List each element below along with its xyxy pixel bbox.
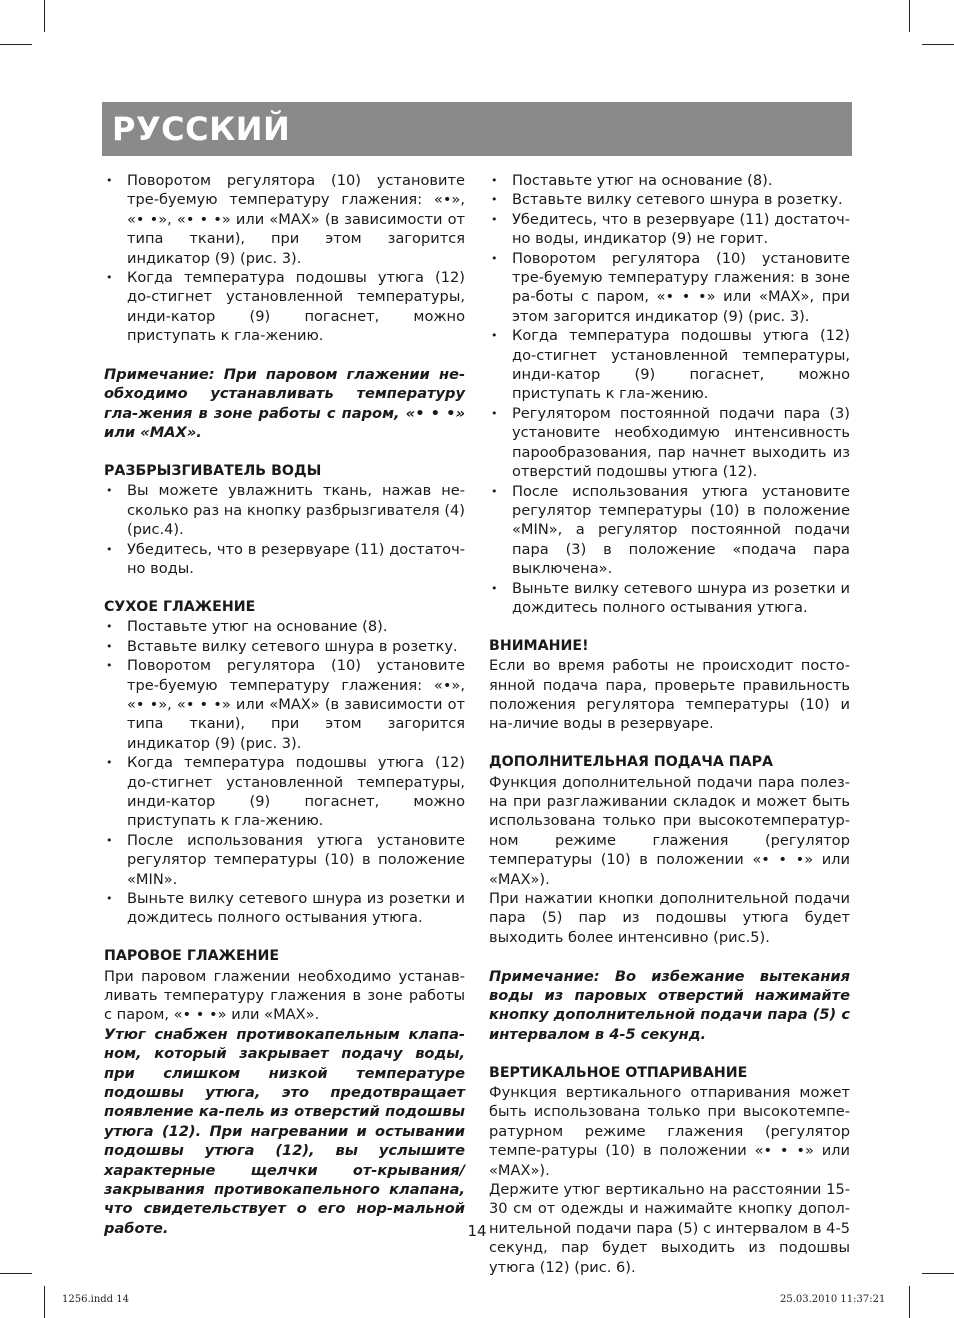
dry-ironing-list (104, 617, 465, 928)
right-column (489, 171, 850, 1277)
list-item: • Поставьте утюг на основание (8). (104, 617, 465, 636)
list-item: • После использования утюга установите регулятор температуры (10) в положение «MIN», а регулятор постоянной подачи пара (3) в положение «подача пара выключена». (489, 482, 850, 579)
note: Примечание: При паровом глажении не-обходимо устанавливать температуру гла-жения в зоне работы с паром, «• • •» или «MAX». (104, 366, 465, 442)
crop-mark (44, 0, 45, 32)
list-item: • Поворотом регулятора (10) установите тре-буемую температуру глажения: «•», «• •», «• • •» или «MAX» (в зависимости от типа ткани), при этом загорится индикатор (9) (рис. 3). (104, 656, 465, 753)
paragraph: Функция вертикального отпаривания может быть использована только при высокотемпе-ратурном режиме глажения (регулятор темпе-ратуры (10) в положении «• • •» или «MAX»). (489, 1084, 850, 1179)
section-heading-extra-steam: ДОПОЛНИТЕЛЬНАЯ ПОДАЧА ПАРА (489, 754, 774, 771)
crop-mark (922, 1273, 954, 1274)
crop-mark (0, 44, 32, 45)
list-item: • Выньте вилку сетевого шнура из розетки и дождитесь полного остывания утюга. (489, 579, 850, 618)
list-item: • Поставьте утюг на основание (8). (489, 171, 850, 190)
list-item: • После использования утюга установите регулятор температуры (10) в положение «MIN». (104, 831, 465, 889)
footer-datetime: 25.03.2010 11:37:21 (780, 1294, 886, 1305)
list-item: • Убедитесь, что в резервуаре (11) достаточ-но воды. (104, 540, 465, 579)
left-column (104, 171, 465, 1238)
list-item: • Вставьте вилку сетевого шнура в розетку. (104, 637, 465, 656)
crop-mark (909, 0, 910, 32)
list-item: • Убедитесь, что в резервуаре (11) достаточ-но воды, индикатор (9) не горит. (489, 210, 850, 249)
crop-mark (44, 1286, 45, 1318)
list-item: • Вставьте вилку сетевого шнура в розетку. (489, 190, 850, 209)
list-item: • Регулятором постоянной подачи пара (3) установите необходимую интенсивность парообразования, пар начнет выходить из отверстий подошвы утюга (12). (489, 404, 850, 482)
paragraph: Если во время работы не происходит посто-янной подача пара, проверьте правильность положения регулятора температуры (10) и на-личие воды в резервуаре. (489, 657, 850, 733)
section-heading-attention: ВНИМАНИЕ! (489, 637, 589, 654)
paragraph: Функция дополнительной подачи пара полез-на при разглаживании складок и может быть использована только при высокотемператур-ном режиме глажения (регулятор температуры (10) в положении «• • •» или «MAX»). (489, 773, 850, 888)
footer-filename: 1256.indd 14 (62, 1294, 129, 1305)
crop-mark (0, 1273, 32, 1274)
language-title: РУССКИЙ (112, 110, 291, 148)
list-item: • Поворотом регулятора (10) установите тре-буемую температуру глажения: в зоне ра-боты с паром, «• • •» или «MAX», при этом загорится индикатор (9) (рис. 3). (489, 249, 850, 327)
crop-mark (909, 1286, 910, 1318)
paragraph: При нажатии кнопки дополнительной подачи пара (5) пар из подошвы утюга будет выходить более интенсивно (рис.5). (489, 890, 850, 946)
spray-list (104, 481, 465, 578)
steps-list (104, 171, 465, 346)
steam-steps-list (489, 171, 850, 617)
crop-mark (922, 44, 954, 45)
list-item: • Когда температура подошвы утюга (12) до-стигнет установленной температуры, инди-катор (9) погаснет, можно приступать к гла-жению. (104, 268, 465, 346)
page-number: 14 (467, 1222, 487, 1240)
language-header-bar (102, 102, 852, 156)
section-heading-dry-ironing: СУХОЕ ГЛАЖЕНИЕ (104, 598, 256, 615)
section-heading-steam-ironing: ПАРОВОЕ ГЛАЖЕНИЕ (104, 948, 280, 965)
section-heading-spray: РАЗБРЫЗГИВАТЕЛЬ ВОДЫ (104, 463, 322, 480)
paragraph: Держите утюг вертикально на расстоянии 15-30 см от одежды и нажимайте кнопку допол-нительной подачи пара (5) с интервалом в 4-5 секунд, пар будет выходить из подошвы утюга (12) (рис. 6). (489, 1181, 850, 1276)
list-item: • Когда температура подошвы утюга (12) до-стигнет установленной температуры, инди-катор (9) погаснет, можно приступать к гла-жению. (104, 753, 465, 831)
list-item: • Когда температура подошвы утюга (12) до-стигнет установленной температуры, инди-катор (9) погаснет, можно приступать к гла-жению. (489, 326, 850, 404)
list-item: • Вы можете увлажнить ткань, нажав не-сколько раз на кнопку разбрызгивателя (4) (рис.4). (104, 481, 465, 539)
list-item: • Выньте вилку сетевого шнура из розетки и дождитесь полного остывания утюга. (104, 889, 465, 928)
note: Утюг снабжен противокапельным клапа-ном, который закрывает подачу воды, при слишком низкой температуре подошвы утюга, это предотвращает появление ка-пель из отверстий подошвы утюга (12). При нагревании и остывании подошвы утюга (12), вы услышите характерные щелчки от-крывания/закрывания противокапельного клапана, что свидетельствует о его нор-мальной работе. (104, 1025, 465, 1237)
section-heading-vertical-steam: ВЕРТИКАЛЬНОЕ ОТПАРИВАНИЕ (489, 1064, 748, 1081)
note: Примечание: Во избежание вытекания воды из паровых отверстий нажимайте кнопку дополнительной подачи пара (5) с интервалом в 4-5 секунд. (489, 967, 850, 1043)
paragraph: При паровом глажении необходимо устанав-ливать температуру глажения в зоне работы с паром, «• • •» или «MAX». (104, 967, 465, 1024)
list-item: • Поворотом регулятора (10) установите тре-буемую температуру глажения: «•», «• •», «• • •» или «MAX» (в зависимости от типа ткани), при этом загорится индикатор (9) (рис. 3). (104, 171, 465, 268)
